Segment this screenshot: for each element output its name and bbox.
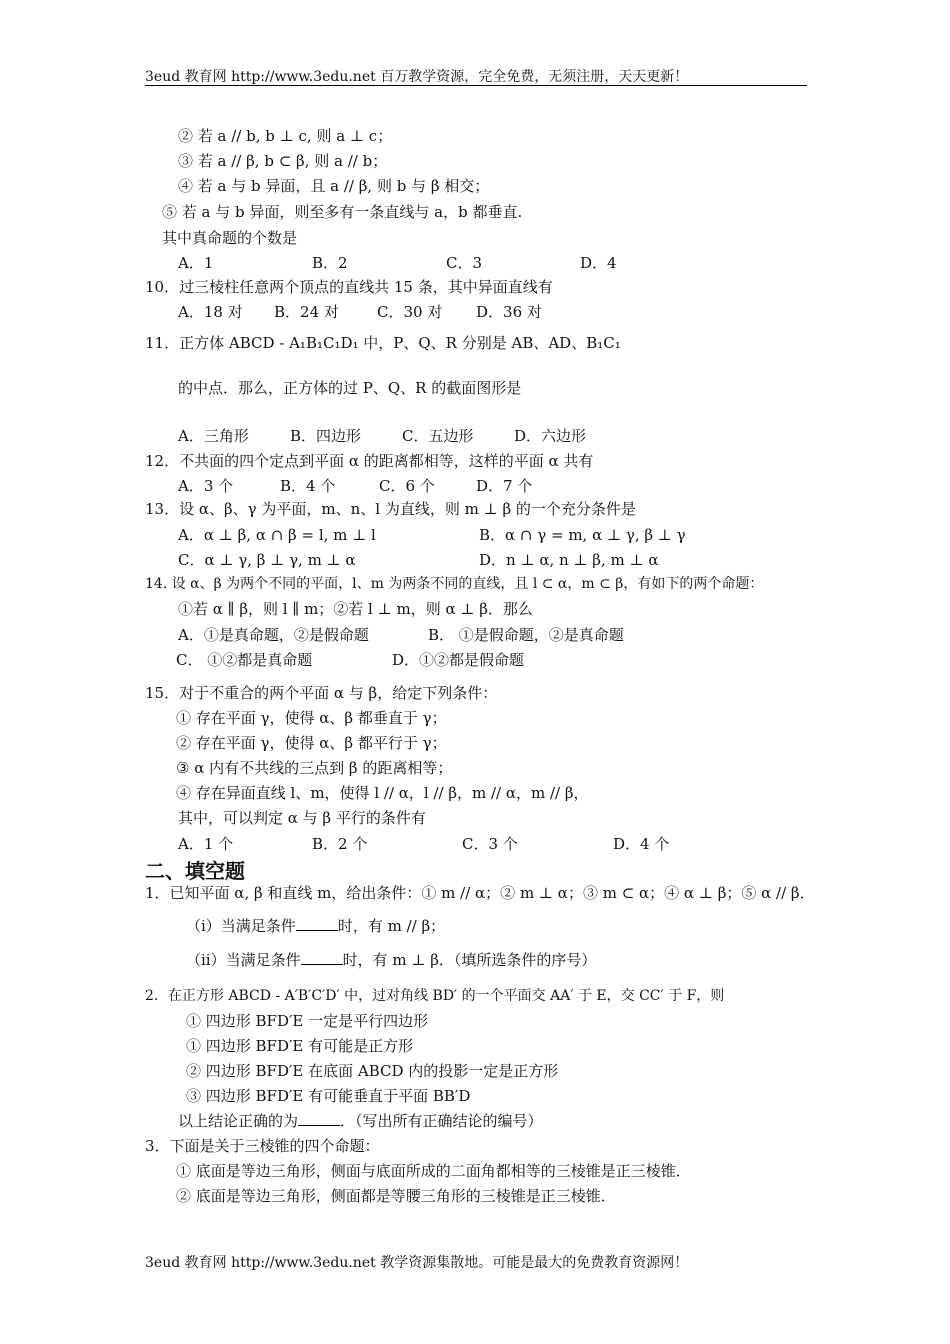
q9-option-c: C．3 bbox=[446, 254, 483, 272]
q11-option-b: B．四边形 bbox=[290, 427, 362, 445]
q10-option-a: A．18 对 bbox=[178, 303, 243, 321]
answer-blank-2[interactable] bbox=[301, 952, 343, 965]
f2-question-prefix: 以上结论正确的为 bbox=[178, 1112, 299, 1130]
f2-item-4: ③ 四边形 BFD′E 有可能垂直于平面 BB′D bbox=[186, 1087, 471, 1105]
q13-option-a: A．α ⊥ β, α ∩ β = l, m ⊥ l bbox=[178, 526, 376, 544]
q15-question: 其中，可以判定 α 与 β 平行的条件有 bbox=[178, 809, 426, 827]
f3-item-2: ② 底面是等边三角形，侧面都是等腰三角形的三棱锥是正三棱锥． bbox=[176, 1187, 616, 1205]
f1-sub-i-suffix: 时，有 m // β； bbox=[337, 917, 446, 935]
q11-stem-continued: 的中点．那么，正方体的过 P、Q、R 的截面图形是 bbox=[178, 379, 522, 397]
q15-option-d: D．4 个 bbox=[613, 835, 670, 853]
q9-option-a: A．1 bbox=[178, 254, 214, 272]
q14-option-d: D．①②都是假命题 bbox=[392, 651, 525, 669]
q13-stem: 13．设 α、β、γ 为平面，m、n、l 为直线，则 m ⊥ β 的一个充分条件是 bbox=[145, 500, 636, 518]
f3-stem: 3．下面是关于三棱锥的四个命题： bbox=[145, 1137, 380, 1155]
q15-item-1: ① 存在平面 γ，使得 α、β 都垂直于 γ； bbox=[176, 709, 447, 727]
page-header: 3eud 教育网 http://www.3edu.net 百万教学资源，完全免费，无须注册，天天更新！ bbox=[145, 69, 689, 85]
q14-option-b: B． ①是假命题，②是真命题 bbox=[428, 626, 624, 644]
f2-question bbox=[178, 1111, 543, 1131]
f1-sub-i bbox=[186, 916, 445, 936]
section-title-fill-in: 二、填空题 bbox=[145, 859, 245, 883]
q12-option-c: C．6 个 bbox=[379, 477, 435, 495]
q9-item-4: ④ 若 a 与 b 异面，且 a // β, 则 b 与 β 相交； bbox=[178, 177, 490, 195]
q9-item-2: ② 若 a // b, b ⊥ c, 则 a ⊥ c； bbox=[178, 127, 393, 145]
f2-question-suffix: ．（写出所有正确结论的编号） bbox=[340, 1112, 543, 1130]
q14-stem: 14. 设 α、β 为两个不同的平面，l、m 为两条不同的直线，且 l ⊂ α，m ⊂ β，有如下的两个命题： bbox=[145, 576, 764, 592]
q9-option-d: D．4 bbox=[580, 254, 617, 272]
q14-propositions: ①若 α ∥ β，则 l ∥ m；②若 l ⊥ m，则 α ⊥ β．那么 bbox=[178, 600, 533, 618]
f3-item-1: ① 底面是等边三角形，侧面与底面所成的二面角都相等的三棱锥是正三棱锥． bbox=[176, 1162, 691, 1180]
q9-item-3: ③ 若 a // β, b ⊂ β, 则 a // b； bbox=[178, 152, 388, 170]
f2-stem: 2．在正方形 ABCD - A′B′C′D′ 中，过对角线 BD′ 的一个平面交 AA′ 于 E，交 CC′ 于 F，则 bbox=[145, 988, 725, 1004]
q11-stem: 11．正方体 ABCD - A₁B₁C₁D₁ 中，P、Q、R 分别是 AB、AD、B₁C₁ bbox=[145, 334, 621, 352]
q13-option-d: D．n ⊥ α, n ⊥ β, m ⊥ α bbox=[479, 551, 659, 569]
q12-option-b: B．4 个 bbox=[280, 477, 336, 495]
q15-item-3: ③ α 内有不共线的三点到 β 的距离相等； bbox=[176, 759, 453, 777]
q10-option-c: C．30 对 bbox=[377, 303, 443, 321]
q12-option-a: A．3 个 bbox=[178, 477, 234, 495]
f1-sub-i-prefix: （i）当满足条件 bbox=[186, 917, 296, 935]
answer-blank-1[interactable] bbox=[296, 918, 338, 931]
q9-item-5: ⑤ 若 a 与 b 异面，则至多有一条直线与 a，b 都垂直. bbox=[162, 203, 523, 221]
f1-stem: 1．已知平面 α, β 和直线 m，给出条件：① m // α；② m ⊥ α；③ m ⊂ α；④ α ⊥ β；⑤ α // β． bbox=[145, 884, 815, 902]
f2-item-1: ① 四边形 BFD′E 一定是平行四边形 bbox=[186, 1012, 429, 1030]
f2-item-2: ① 四边形 BFD′E 有可能是正方形 bbox=[186, 1037, 414, 1055]
q12-option-d: D．7 个 bbox=[476, 477, 533, 495]
q10-option-b: B．24 对 bbox=[274, 303, 339, 321]
q15-option-c: C．3 个 bbox=[462, 835, 518, 853]
q15-stem: 15．对于不重合的两个平面 α 与 β，给定下列条件： bbox=[145, 684, 498, 702]
q13-option-c: C．α ⊥ γ, β ⊥ γ, m ⊥ α bbox=[178, 551, 356, 569]
q14-option-a: A．①是真命题，②是假命题 bbox=[178, 626, 369, 644]
q15-item-2: ② 存在平面 γ，使得 α、β 都平行于 γ； bbox=[176, 734, 447, 752]
q12-stem: 12．不共面的四个定点到平面 α 的距离都相等，这样的平面 α 共有 bbox=[145, 452, 594, 470]
f1-sub-ii-prefix: （ii）当满足条件 bbox=[186, 951, 301, 969]
f1-sub-ii bbox=[186, 950, 596, 970]
f1-sub-ii-suffix: 时，有 m ⊥ β．（填所选条件的序号） bbox=[342, 951, 597, 969]
q9-question: 其中真命题的个数是 bbox=[162, 229, 298, 247]
q11-option-a: A．三角形 bbox=[178, 427, 249, 445]
q11-option-d: D．六边形 bbox=[514, 427, 587, 445]
q9-option-b: B．2 bbox=[312, 254, 348, 272]
f2-item-3: ② 四边形 BFD′E 在底面 ABCD 内的投影一定是正方形 bbox=[186, 1062, 559, 1080]
page-footer: 3eud 教育网 http://www.3edu.net 教学资源集散地。可能是最大的免费教育资源网！ bbox=[145, 1255, 689, 1271]
q10-option-d: D．36 对 bbox=[476, 303, 542, 321]
q13-option-b: B．α ∩ γ = m, α ⊥ γ, β ⊥ γ bbox=[479, 526, 686, 544]
q15-item-4: ④ 存在异面直线 l、m，使得 l // α，l // β，m // α，m // β， bbox=[176, 784, 589, 802]
q11-option-c: C．五边形 bbox=[402, 427, 474, 445]
answer-blank-3[interactable] bbox=[298, 1113, 340, 1126]
q14-option-c: C． ①②都是真命题 bbox=[176, 651, 313, 669]
q15-option-b: B．2 个 bbox=[312, 835, 368, 853]
q10-stem: 10．过三棱柱任意两个顶点的直线共 15 条，其中异面直线有 bbox=[145, 278, 553, 296]
q15-option-a: A．1 个 bbox=[178, 835, 234, 853]
header-rule bbox=[145, 85, 807, 86]
